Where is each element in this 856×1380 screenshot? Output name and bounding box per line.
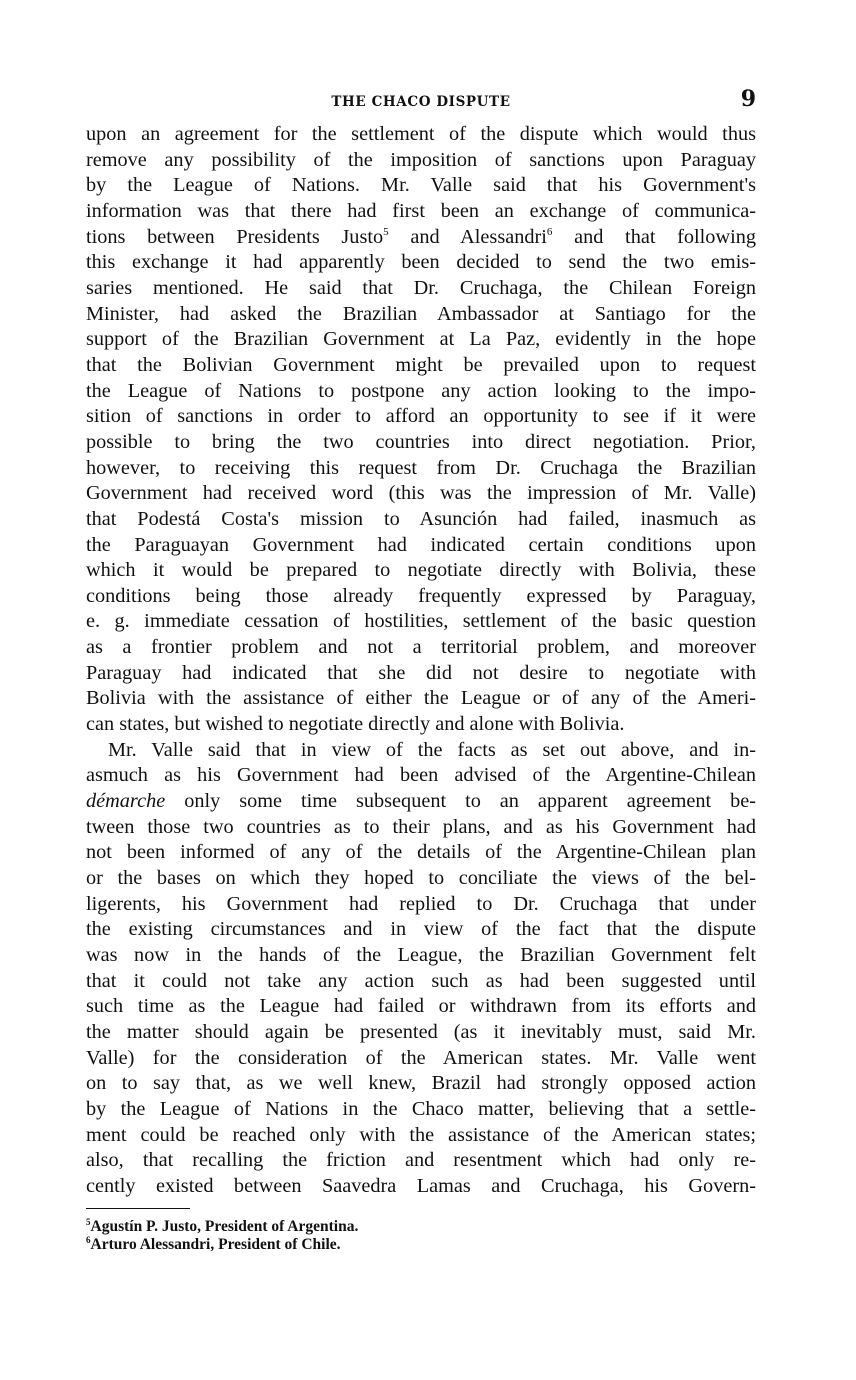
paragraph-1 (86, 122, 756, 738)
page-number: 9 (740, 86, 756, 112)
text-segment: and that following (574, 225, 757, 248)
text-segment: only some time subsequent to an apparent agreement be- (184, 790, 756, 813)
text-line: possible to bring the two countries into direct negotiation. Prior, (86, 430, 756, 453)
text-segment: Mr. Valle said that in view of the facts as set out above, and in- (108, 738, 756, 761)
text-line: or the bases on which they hoped to conciliate the views of the bel- (86, 867, 756, 890)
text-line: which it would be prepared to negotiate directly with Bolivia, these (86, 559, 756, 582)
footnote-text: Arturo Alessandri, President of Chile. (90, 1235, 341, 1253)
document-page (86, 86, 756, 1254)
text-segment: and Alessandri (410, 225, 547, 248)
text-line: Minister, had asked the Brazilian Ambassador at Santiago for the (86, 302, 756, 325)
text-line: tween those two countries as to their plans, and as his Government had (86, 815, 756, 838)
text-line: that the Bolivian Government might be prevailed upon to request (86, 353, 756, 376)
text-line: support of the Brazilian Government at La Paz, evidently in the hope (86, 328, 756, 351)
text-line: remove any possibility of the imposition of sanctions upon Paraguay (86, 148, 756, 171)
running-head (86, 86, 756, 122)
text-line: ligerents, his Government had replied to Dr. Cruchaga that under (86, 892, 756, 915)
text-line: cently existed between Saavedra Lamas and Cruchaga, his Govern- (86, 1174, 756, 1197)
text-line: was now in the hands of the League, the Brazilian Government felt (86, 944, 756, 966)
text-line: on to say that, as we well knew, Brazil had strongly opposed action (86, 1072, 756, 1095)
text-line: Paraguay had indicated that she did not desire to negotiate with (86, 661, 756, 684)
text-line: information was that there had first been an exchange of communica- (86, 199, 756, 222)
text-line: asmuch as his Government had been advised of the Argentine-Chilean (86, 764, 756, 787)
text-line: Bolivia with the assistance of either the League or of any of the Ameri- (86, 687, 756, 710)
text-line: that Podestá Costa's mission to Asunción had failed, inasmuch as (86, 507, 756, 530)
footnote-mark: 5 (86, 1216, 91, 1227)
text-line: that it could not take any action such as had been suggested until (86, 969, 756, 992)
text-line: upon an agreement for the settlement of the dispute which would thus (86, 123, 756, 145)
footnote-text: Agustín P. Justo, President of Argentina. (90, 1217, 359, 1235)
text-line: can states, but wished to negotiate directly and alone with Bolivia. (86, 713, 625, 736)
text-line: ment could be reached only with the assistance of the American states; (86, 1123, 756, 1146)
text-line: sition of sanctions in order to afford an opportunity to see if it were (86, 405, 756, 428)
text-line (86, 789, 756, 815)
text-line: not been informed of any of the details of the Argentine-Chilean plan (86, 841, 756, 864)
footnote-ref-5: 5 (383, 225, 389, 238)
text-line (86, 738, 756, 764)
text-line: by the League of Nations. Mr. Valle said that his Government's (86, 174, 756, 197)
footnote-ref-6: 6 (546, 225, 553, 238)
text-line: also, that recalling the friction and resentment which had only re- (86, 1149, 756, 1172)
paragraph-2 (86, 738, 756, 1200)
text-line: the matter should again be presented (as it inevitably must, said Mr. (86, 1020, 756, 1043)
running-title: THE CHACO DISPUTE (331, 94, 511, 110)
text-line: this exchange it had apparently been decided to send the two emis- (86, 251, 756, 274)
text-line: the Paraguayan Government had indicated certain conditions upon (86, 533, 756, 556)
text-line: Government had received word (this was the impression of Mr. Valle) (86, 482, 756, 505)
text-line: such time as the League had failed or withdrawn from its efforts and (86, 995, 756, 1018)
footnote-mark: 6 (86, 1234, 91, 1245)
text-line: saries mentioned. He said that Dr. Cruchaga, the Chilean Foreign (86, 276, 756, 299)
footnote-6 (86, 1236, 756, 1254)
footnote-divider (86, 1208, 190, 1209)
text-segment: tions between Presidents Justo (86, 225, 384, 248)
footnotes (86, 1218, 756, 1254)
text-line: e. g. immediate cessation of hostilities, settlement of the basic question (86, 610, 756, 633)
text-line: as a frontier problem and not a territorial problem, and moreover (86, 636, 756, 659)
text-line: the existing circumstances and in view of the fact that the dispute (86, 918, 756, 941)
text-line: conditions being those already frequently expressed by Paraguay, (86, 584, 756, 607)
text-line: the League of Nations to postpone any action looking to the impo- (86, 379, 756, 402)
text-line: by the League of Nations in the Chaco matter, believing that a settle- (86, 1097, 756, 1120)
text-line (86, 225, 756, 251)
text-line: Valle) for the consideration of the American states. Mr. Valle went (86, 1046, 756, 1069)
italic-term: démarche (86, 790, 166, 813)
text-line: however, to receiving this request from Dr. Cruchaga the Brazilian (86, 456, 756, 479)
footnote-5 (86, 1218, 756, 1236)
